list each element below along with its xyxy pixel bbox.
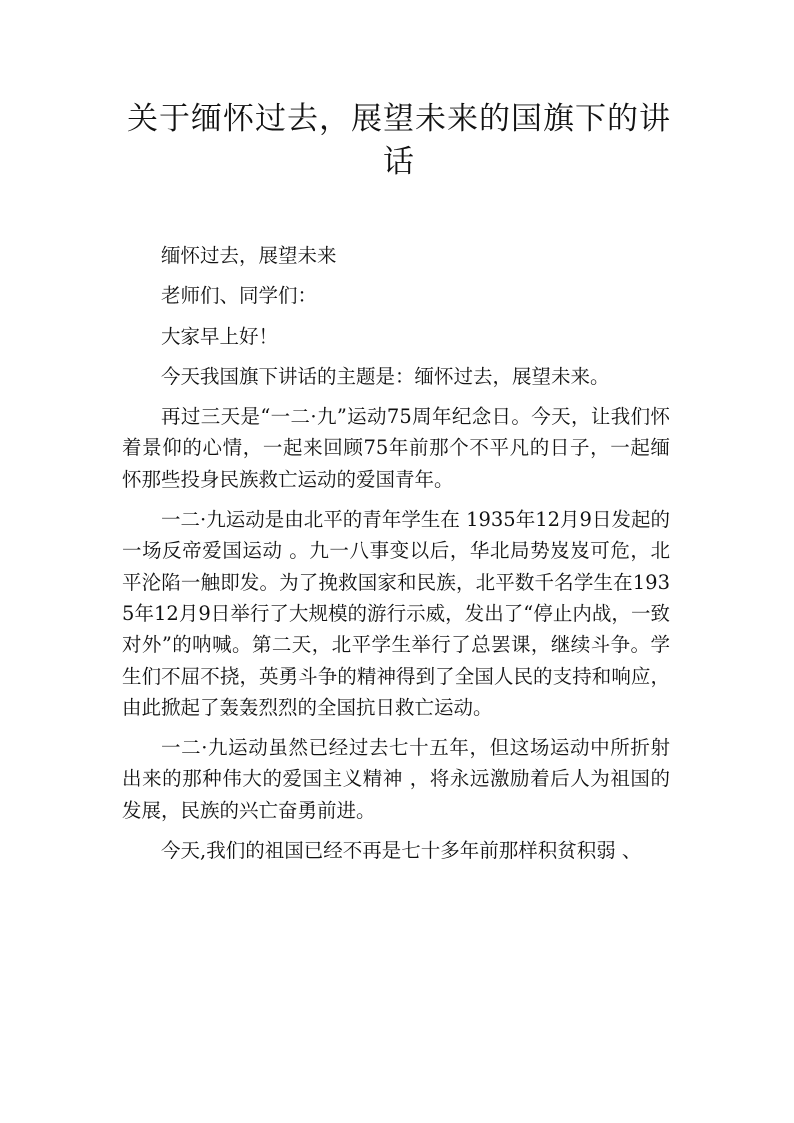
paragraph-anniversary: 再过三天是“一二·九”运动75周年纪念日。今天，让我们怀着景仰的心情，一起来回顾75年前那个不平凡的日子，一起缅怀那些投身民族救亡运动的爱国青年。 xyxy=(122,405,670,491)
paragraph-greeting: 大家早上好！ xyxy=(161,324,279,348)
paragraph-subtitle: 缅怀过去，展望未来 xyxy=(161,244,337,267)
paragraph-today: 今天,我们的祖国已经不再是七十多年前那样积贫积弱 、 xyxy=(161,839,642,863)
paragraph-salutation: 老师们、同学们： xyxy=(161,284,318,308)
paragraph-history: 一二·九运动是由北平的青年学生在 1935年12月9日发起的一场反帝爱国运动 。九一八事变以后，华北局势岌岌可危，北平沦陷一触即发。为了挽救国家和民族，北平数千名学生在1935年12月9日举行了大规模的游行示威，发出了“停止内战，一致对外”的呐喊。第二天，北平学生举行了总罢课，继续斗争。学生们不屈不挠，英勇斗争的精神得到了全国人民的支持和响应，由此掀起了轰轰烈烈的全国抗日救亡运动。 xyxy=(122,508,670,719)
document-body xyxy=(122,240,670,875)
paragraph-spirit: 一二·九运动虽然已经过去七十五年，但这场运动中所折射出来的那种伟大的爱国主义精神 ，将永远激励着后人为祖国的发展，民族的兴亡奋勇前进。 xyxy=(122,736,670,822)
document-title: 关于缅怀过去，展望未来的国旗下的讲话 xyxy=(127,101,671,180)
paragraph-theme: 今天我国旗下讲话的主题是：缅怀过去，展望未来。 xyxy=(161,364,610,388)
